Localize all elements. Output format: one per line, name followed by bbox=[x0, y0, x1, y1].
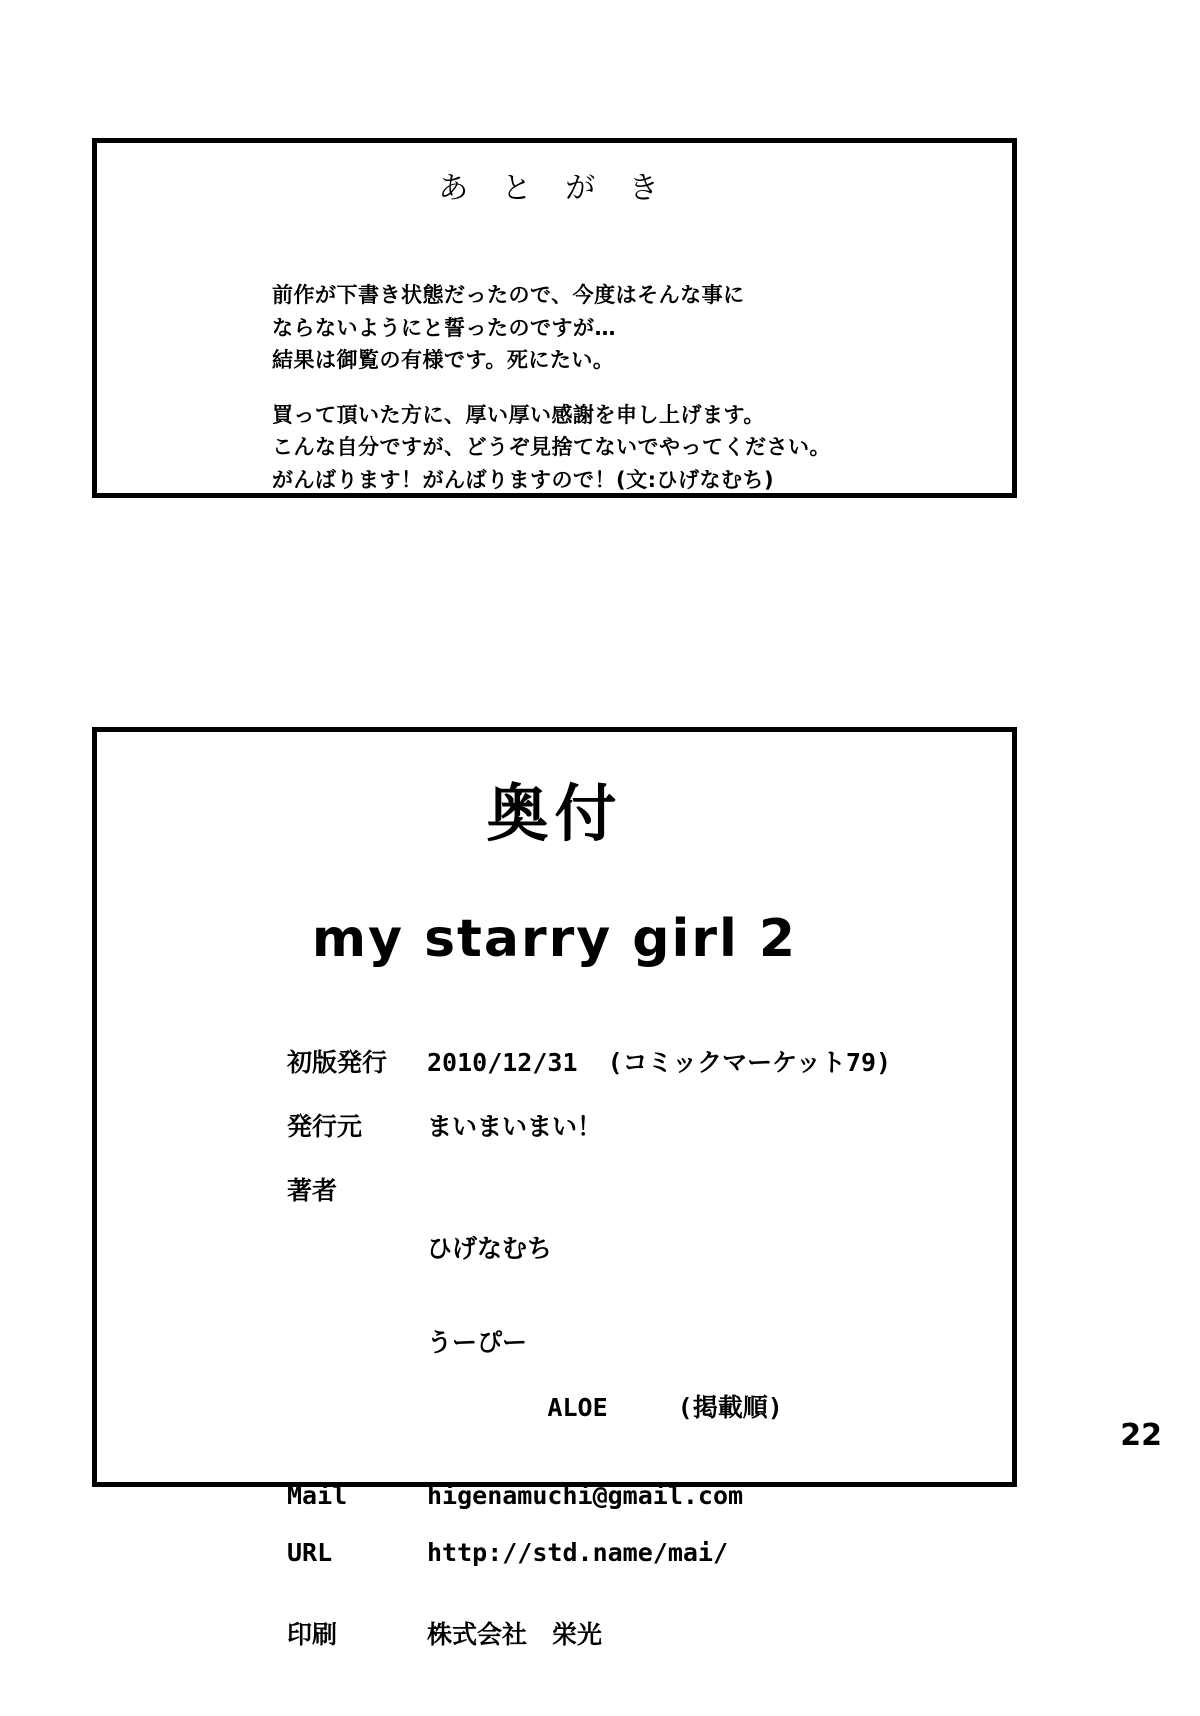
page-number: 22 bbox=[1120, 1418, 1162, 1453]
afterword-line: ならないようにと誓ったのですが… bbox=[272, 315, 616, 340]
colophon-row bbox=[287, 1538, 1012, 1567]
afterword-paragraph bbox=[272, 279, 1012, 377]
afterword-line: 買って頂いた方に、厚い厚い感謝を申し上げます。 bbox=[272, 402, 765, 427]
colophon-heading: 奥付 bbox=[486, 777, 623, 850]
colophon-label: 印刷 bbox=[287, 1620, 338, 1649]
afterword-line: 前作が下書き状態だったので、今度はそんな事に bbox=[272, 283, 745, 307]
author-name: うーぴー bbox=[427, 1328, 528, 1357]
colophon-row bbox=[287, 1043, 1012, 1079]
afterword-line: 結果は御覧の有様です。死にたい。 bbox=[272, 348, 615, 373]
colophon-box bbox=[92, 727, 1017, 1649]
afterword-paragraph bbox=[272, 399, 1012, 497]
colophon-value: higenamuchi@gmail.com bbox=[427, 1481, 744, 1510]
colophon-table bbox=[287, 1043, 1012, 1651]
afterword-line: こんな自分ですが、どうぞ見捨てないでやってください。 bbox=[272, 435, 831, 460]
author-name: ALOE bbox=[547, 1393, 608, 1422]
colophon-label: 発行元 bbox=[287, 1112, 363, 1141]
colophon-label: URL bbox=[287, 1538, 333, 1567]
afterword-box bbox=[92, 138, 1017, 498]
work-title: my starry girl 2 bbox=[311, 909, 798, 969]
afterword-line: がんばります！がんばりますので！(文:ひげなむち) bbox=[272, 467, 775, 492]
author-order-note: (掲載順) bbox=[677, 1393, 783, 1422]
colophon-row bbox=[287, 1615, 1012, 1651]
colophon-label: 初版発行 bbox=[287, 1048, 388, 1077]
colophon-row bbox=[287, 1171, 1012, 1453]
afterword-body bbox=[272, 279, 1012, 496]
colophon-label: Mail bbox=[287, 1481, 348, 1510]
colophon-value: 株式会社 栄光 bbox=[427, 1620, 603, 1649]
colophon-row bbox=[287, 1107, 1012, 1143]
colophon-value: 2010/12/31 (コミックマーケット79) bbox=[427, 1048, 892, 1077]
colophon-value: http://std.name/mai/ bbox=[427, 1538, 729, 1567]
colophon-value: まいまいまい！ bbox=[427, 1112, 603, 1141]
author-name: ひげなむち bbox=[427, 1234, 553, 1263]
afterword-title: あ と が き bbox=[438, 171, 671, 206]
colophon-value-group bbox=[427, 1171, 783, 1453]
colophon-row bbox=[287, 1481, 1012, 1510]
colophon-label: 著者 bbox=[287, 1176, 338, 1205]
